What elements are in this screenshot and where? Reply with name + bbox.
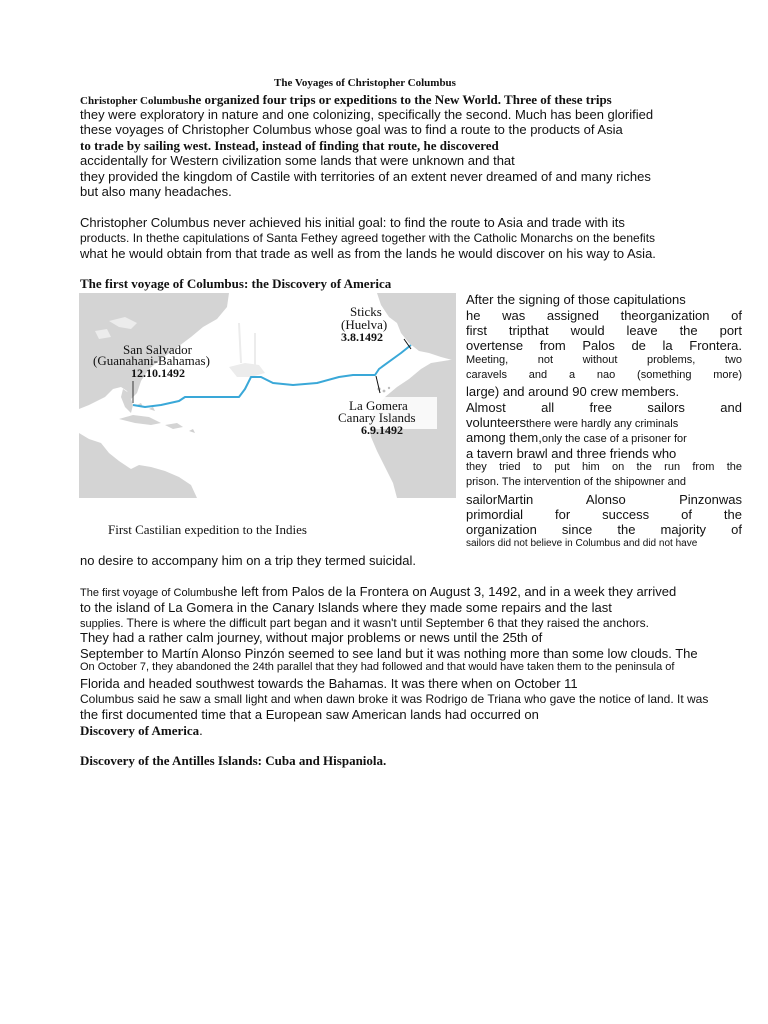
section-heading-first-voyage: The first voyage of Columbus: the Discovery of America bbox=[80, 276, 392, 291]
column-line-11: a tavern brawl and three friends who bbox=[466, 446, 677, 461]
column-line-10 bbox=[466, 430, 742, 445]
intro-line-2: they were exploratory in nature and one colonizing, specifically the second. Much has been glorified bbox=[80, 107, 654, 122]
para3-line-5: September to Martín Alonso Pinzón seemed to see land but it was nothing more than some low clouds. The bbox=[80, 646, 698, 661]
intro-line-5: accidentally for Western civilization some lands that were unknown and that bbox=[80, 153, 515, 168]
intro-line-1 bbox=[80, 92, 612, 108]
map-label-stop-name: La Gomera bbox=[349, 398, 408, 413]
column-line-3: first tripthat would leave the port bbox=[466, 323, 742, 338]
para3-line-3 bbox=[80, 615, 649, 630]
column-line-13: prison. The intervention of the shipowner and bbox=[466, 476, 686, 488]
column-line-9 bbox=[466, 415, 742, 430]
column-line-16: organization since the majority of bbox=[466, 522, 742, 537]
voyage-route-map bbox=[79, 293, 456, 498]
para3-line-8: Columbus said he saw a small light and when dawn broke it was Rodrigo de Triana who gave the notice of land. It was bbox=[80, 692, 709, 706]
column-line-9-start: volunteers bbox=[466, 415, 526, 430]
map-label-origin-region: (Huelva) bbox=[341, 317, 388, 332]
para3-line-7: Florida and headed southwest towards the Bahamas. It was there when on October 11 bbox=[80, 676, 578, 691]
map-label-origin-name: Sticks bbox=[350, 304, 382, 319]
para3-line-6: On October 7, they abandoned the 24th parallel that they had followed and that would have taken them to the peninsula of bbox=[80, 661, 675, 673]
para3-line-10-end: . bbox=[199, 723, 203, 738]
section-heading-antilles: Discovery of the Antilles Islands: Cuba and Hispaniola. bbox=[80, 753, 387, 768]
column-line-6: caravels and a nao (something more) bbox=[466, 369, 742, 381]
map-label-origin-date: 3.8.1492 bbox=[341, 330, 383, 344]
map-caption: First Castilian expedition to the Indies bbox=[108, 522, 307, 537]
intro-line-7: but also many headaches. bbox=[80, 184, 232, 199]
intro-line-3: these voyages of Christopher Columbus whose goal was to find a route to the products of Asia bbox=[80, 122, 623, 137]
para3-line-2: to the island of La Gomera in the Canary Islands where they made some repairs and the last bbox=[80, 600, 612, 615]
para3-line-4: They had a rather calm journey, without major problems or news until the 25th of bbox=[80, 630, 543, 645]
map-label-stop-date: 6.9.1492 bbox=[361, 423, 403, 437]
column-line-4: overtense from Palos de la Frontera. bbox=[466, 338, 742, 353]
para3-line-1 bbox=[80, 584, 676, 599]
column-line-9-end: there were hardly any criminals bbox=[525, 418, 679, 430]
column-line-10-start: among them, bbox=[466, 430, 542, 445]
document-title: The Voyages of Christopher Columbus bbox=[274, 77, 456, 89]
para3-line-3-start: supplies. bbox=[80, 618, 124, 630]
column-line-7: large) and around 90 crew members. bbox=[466, 384, 680, 399]
intro-line-6: they provided the kingdom of Castile with territories of an extent never dreamed of and many riches bbox=[80, 169, 651, 184]
column-line-15: primordial for success of the bbox=[466, 507, 742, 522]
map-label-dest-name: San Salvador bbox=[123, 342, 192, 357]
column-line-1: After the signing of those capitulations bbox=[466, 292, 686, 307]
column-line-2: he was assigned theorganization of bbox=[466, 308, 742, 323]
para3-line-10 bbox=[80, 723, 203, 739]
para3-line-1-start: The first voyage of Columbus bbox=[80, 587, 224, 599]
column-line-17: sailors did not believe in Columbus and did not have bbox=[466, 538, 698, 549]
para3-discovery-bold: Discovery of America bbox=[80, 723, 200, 738]
map-label-dest-date: 12.10.1492 bbox=[131, 366, 185, 380]
para3-line-3-end: There is where the difficult part began and it wasn't until September 6 that they raised the anchors. bbox=[123, 616, 649, 630]
column-line-10-end: only the case of a prisoner for bbox=[541, 433, 687, 445]
para2-line-1: Christopher Columbus never achieved his initial goal: to find the route to Asia and trade with its bbox=[80, 215, 625, 230]
intro-lead-bold: he organized four trips or expeditions to the New World. Three of these trips bbox=[188, 92, 612, 107]
column-line-12: they tried to put him on the run from the bbox=[466, 461, 742, 473]
para2-line-3: what he would obtain from that trade as well as from the lands he would discover on his way to Asia. bbox=[80, 246, 656, 261]
intro-line-4: to trade by sailing west. Instead, instead of finding that route, he discovered bbox=[80, 138, 499, 153]
para3-line-9: the first documented time that a European saw American lands had occurred on bbox=[80, 707, 539, 722]
column-line-5: Meeting, not without problems, two bbox=[466, 354, 742, 366]
map-label-dest-region: (Guanahani-Bahamas) bbox=[93, 353, 210, 368]
para2-line-2: products. In thethe capitulations of Santa Fethey agreed together with the Catholic Monarchs on the benefits bbox=[80, 231, 656, 245]
column-line-8: Almost all free sailors and bbox=[466, 400, 742, 415]
intro-lead-name: Christopher Columbus bbox=[80, 95, 189, 107]
para3-line-1-end: he left from Palos de la Frontera on August 3, 1492, and in a week they arrived bbox=[223, 584, 677, 599]
after-map-line: no desire to accompany him on a trip they termed suicidal. bbox=[80, 553, 417, 568]
map-label-stop-region: Canary Islands bbox=[338, 410, 416, 425]
column-line-14: sailorMartin Alonso Pinzonwas bbox=[466, 492, 742, 507]
